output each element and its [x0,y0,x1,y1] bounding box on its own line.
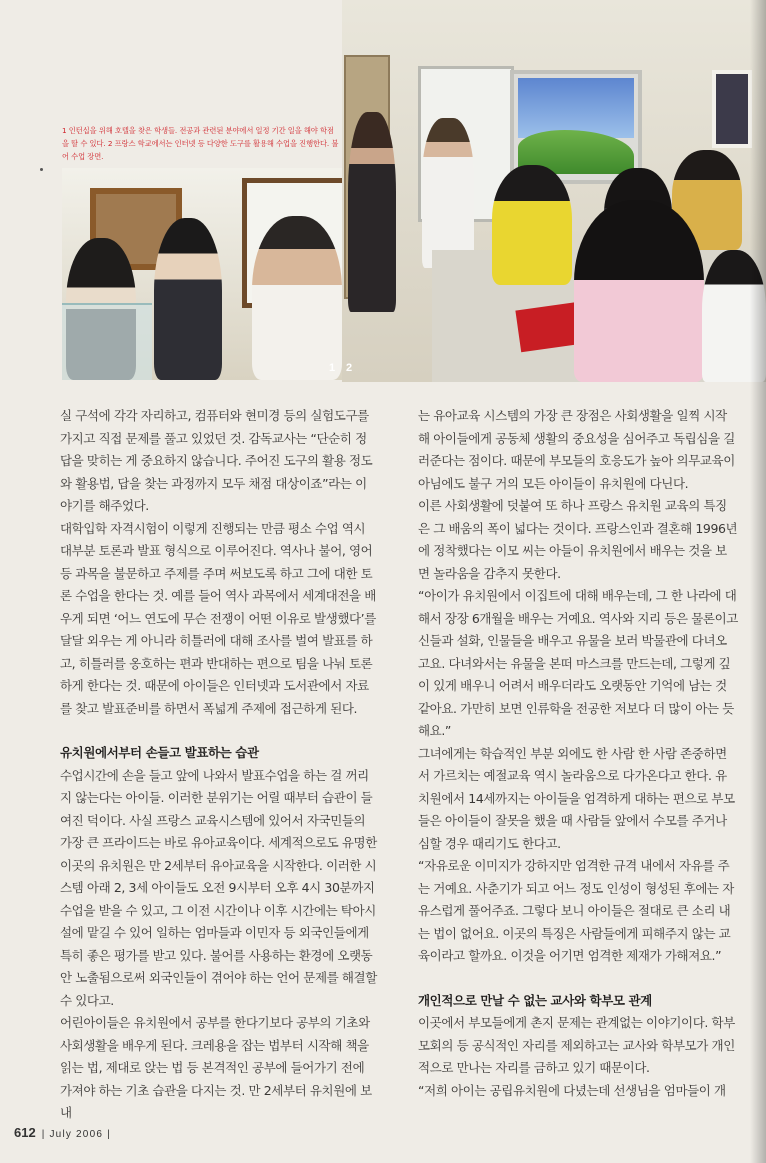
photo-hotel-internship [62,168,342,380]
student-pink [574,200,704,382]
quote-paragraph: “저희 아이는 공립유치원에 다녔는데 선생님을 엄마들이 개 [418,1082,726,1098]
paragraph: 대학입학 자격시험이 이렇게 진행되는 만큼 평소 수업 역시 대부분 토론과 발표 형식으로 이루어진다. 역사나 불어, 영어 등 과목을 불문하고 주제를 주며 써보도록 하고 그에 대한 토론 수업을 한다는 것. 예를 들어 역사 과목에서 세계대전을 배우게 되면 ‘어느 연도에 무슨 전쟁이 어떤 이유로 발생했다’를 달달 외우는 게 아니라 히틀러에 대해 조사를 벌여 발표를 하고, 히틀러를 옹호하는 편과 반대하는 편으로 팀을 나눠 토론하게 한다는 것. 때문에 아이들은 인터넷과 도서관에서 자료를 찾고 발표준비를 하면서 폭넓게 주제에 접근하게 된다. [60,520,376,716]
quote-paragraph: “아이가 유치원에서 이집트에 대해 배우는데, 그 한 나라에 대해서 장장 6개월을 배우는 거예요. 역사와 지리 등은 물론이고 신들과 설화, 인물들을 배우고 유물을 보러 박물관에 다녀오고요. 다녀와서는 유물을 본떠 마스크를 만드는데, 그렇게 깊이 있게 배우니 어려서 배우더라도 오랫동안 기억에 남는 것 같아요. 가만히 보면 인류학을 전공한 저보다 더 많이 아는 듯해요.” [418,588,738,738]
page-gutter-shadow [750,0,766,1163]
photo-number-1: 1 [329,362,336,374]
teacher-right [252,216,342,380]
photo-caption: 1 인턴십을 위해 호텔을 찾은 학생들. 전공과 관련된 분야에서 일정 기간 일을 해야 학점을 딸 수 있다. 2 프랑스 학교에서는 인터넷 등 다양한 도구를 활용해 수업을 진행한다. 불어 수업 장면. [62,126,339,161]
teacher-dark [348,112,396,312]
quote-paragraph: “자유로운 이미지가 강하지만 엄격한 규격 내에서 자유를 주는 거예요. 사춘기가 되고 어느 정도 인성이 형성된 후에는 자유스럽게 풀어주죠. 그렇다 보니 아이들은 절대로 큰 소리 내는 법이 없어요. 이곳의 특징은 사람들에게 피해주지 않는 교육이라고 할까요. 이것을 어기면 엄격한 제재가 가해져요.” [418,858,734,963]
glass-display [62,303,152,380]
caption-bullet [40,168,43,171]
teacher-white [422,118,474,268]
left-column [60,405,378,1125]
paragraph: 이곳에서 부모들에게 촌지 문제는 관계없는 이야기이다. 학부모회의 등 공식적인 자리를 제외하고는 교사와 학부모가 개인적으로 만나는 자리를 금하고 있기 때문이다. [418,1015,735,1075]
right-column [418,405,738,1102]
section-heading: 유치원에서부터 손들고 발표하는 습관 [60,745,259,760]
page-number: 612 [14,1125,36,1140]
paragraph: 그녀에게는 학습적인 부분 외에도 한 사람 한 사람 존중하면서 가르치는 예절교육 역시 놀라움으로 다가온다고 한다. 유치원에서 14세까지는 아이들을 엄격하게 대하는 편으로 부모들은 아이들이 잘못을 했을 때 사람들 앞에서 수모를 주거나 심할 경우 때리기도 한다고. [418,745,735,851]
section-heading: 개인적으로 만날 수 없는 교사와 학부모 관계 [418,992,652,1008]
student-yellow [492,165,572,285]
screen-sky [518,78,634,138]
student-center [154,218,222,380]
photo-number-2: 2 [346,362,353,374]
paragraph: 어린아이들은 유치원에서 공부를 한다기보다 공부의 기초와 사회생활을 배우게 된다. 크레용을 잡는 법부터 시작해 책을 읽는 법, 제대로 앉는 법 등 본격적인 공부에 들어가기 전에 가져야 하는 기초 습관을 다지는 것. 만 2세부터 유치원에 보내 [60,1015,372,1120]
paragraph: 이른 사회생활에 덧붙여 또 하나 프랑스 유치원 교육의 특징은 그 배움의 폭이 넓다는 것이다. 프랑스인과 결혼해 1996년에 정착했다는 이모 씨는 아들이 유치원에서 배우는 것을 보면 놀라움을 감추지 못한다. [418,498,738,581]
issue-date: | July 2006 | [41,1129,111,1140]
wall-poster [712,70,752,148]
paragraph: 는 유아교육 시스템의 가장 큰 장점은 사회생활을 일찍 시작해 아이들에게 공동체 생활의 중요성을 심어주고 독립심을 길러준다는 점이다. 때문에 부모들의 호응도가 높아 의무교육이 아님에도 불구 거의 모든 아이들이 유치원에 다닌다. [418,408,735,491]
paragraph: 수업시간에 손을 들고 앞에 나와서 발표수업을 하는 걸 꺼리지 않는다는 아이들. 이러한 분위기는 어릴 때부터 습관이 들여진 덕이다. 사실 프랑스 교육시스템에 있어서 자국민들의 가장 큰 프라이드는 바로 유아교육이다. 세계적으로도 유명한 이곳의 유치원은 만 2세부터 유아교육을 시작한다. 이러한 시스템 아래 2, 3세 아이들도 오전 9시부터 오후 4시 30분까지 수업을 받을 수 있고, 그 이전 시간이나 이후 시간에는 탁아시설에 맡길 수 있어 일하는 엄마들과 이민자 등 외국인들에게 특히 좋은 평가를 받고 있다. 불어를 사용하는 환경에 오랫동안 노출됨으로써 외국인들이 겪어야 하는 언어 문제를 해결할 수 있다고. [60,767,377,1008]
paragraph: 실 구석에 각각 자리하고, 컴퓨터와 현미경 등의 실험도구를 가지고 직접 문제를 풀고 있었던 것. 감독교사는 “단순히 정답을 맞히는 게 중요하지 않습니다. 주어진 도구의 활용 정도와 활용법, 답을 찾는 과정까지 모두 채점 대상이죠”라는 이야기를 해주었다. [60,408,373,513]
photo-french-class [342,0,766,382]
page-folio [14,1124,111,1142]
